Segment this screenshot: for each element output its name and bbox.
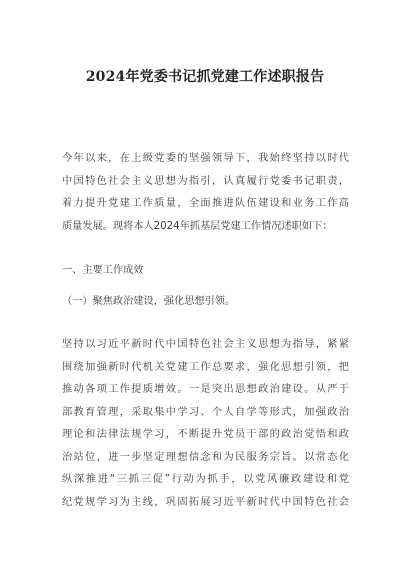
document-title: 2024年党委书记抓党建工作述职报告: [85, 69, 325, 85]
body-line: 纵深推进“三抓三促”行动为抓手，以党风廉政建设和党: [62, 474, 349, 485]
subsection-heading: （一）聚焦政治建设，强化思想引领。: [62, 296, 236, 307]
body-line: 部教育管理，采取集中学习、个人自学等形式，加强政治: [62, 406, 349, 418]
intro-line: 今年以来，在上级党委的坚强领导下，我始终坚持以时代: [62, 153, 349, 164]
body-line: 理论和法律法规学习，不断提升党员干部的政治觉悟和政: [62, 429, 349, 440]
intro-paragraph: [62, 148, 349, 238]
body-line: 围绕加强新时代机关党建工作总要求，强化思想引领，把: [62, 361, 349, 373]
body-line: 推动各项工作提质增效。一是突出思想政治建设。从严于: [62, 384, 349, 395]
body-line: 纪党规学习为主线，巩固拓展习近平新时代中国特色社会: [62, 496, 349, 508]
body-line: 治站位，进一步坚定理想信念和为民服务宗旨。以常态化: [62, 451, 349, 463]
body-line: 坚持以习近平新时代中国特色社会主义思想为指导，紧紧: [62, 339, 349, 350]
intro-line: 质量发展。现将本人2024年抓基层党建工作情况述职如下：: [62, 220, 333, 232]
intro-line: 着力提升党建工作质量，全面推进队伍建设和业务工作高: [62, 198, 349, 209]
body-paragraph: [62, 334, 349, 514]
intro-line: 中国特色社会主义思想为指引，认真履行党委书记职责，: [62, 175, 349, 187]
section-heading: 一、主要工作成效: [62, 265, 144, 276]
